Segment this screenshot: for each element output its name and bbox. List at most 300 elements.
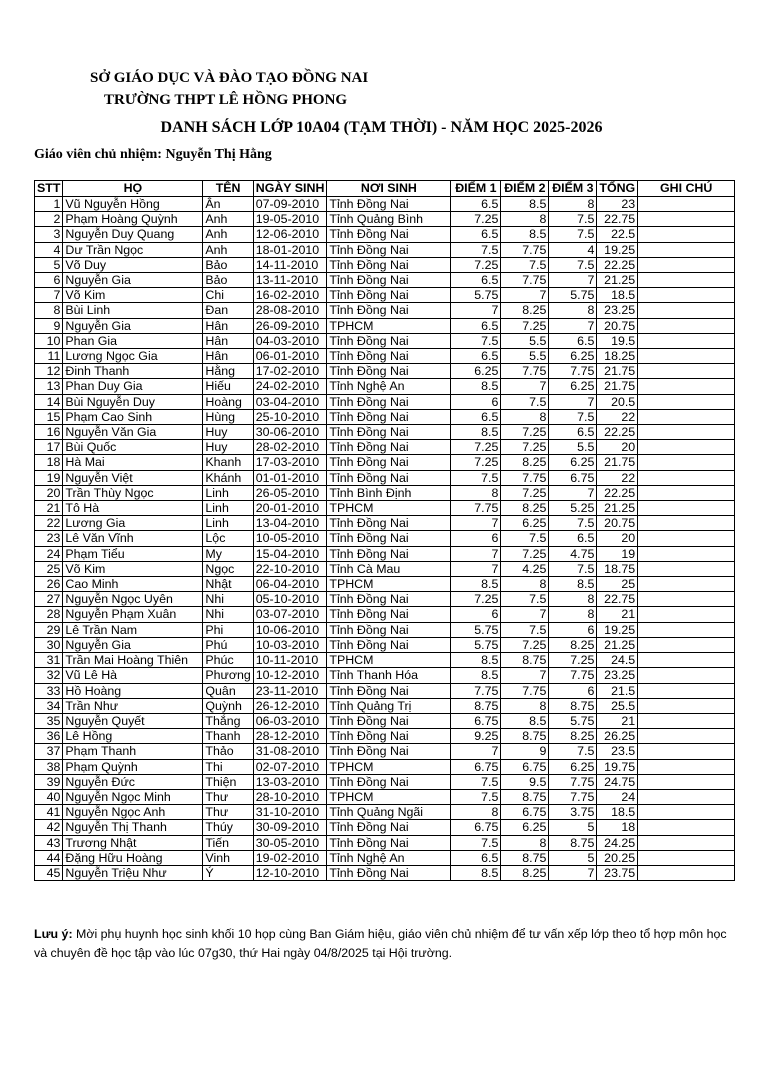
cell-name: Bảo xyxy=(203,257,253,272)
cell-score2: 7.5 xyxy=(501,394,549,409)
cell-score3: 7.5 xyxy=(549,409,597,424)
cell-score2: 9 xyxy=(501,744,549,759)
cell-name: Nhi xyxy=(203,607,253,622)
cell-total: 21.5 xyxy=(597,683,638,698)
table-row xyxy=(35,805,735,820)
cell-birthdate: 07-09-2010 xyxy=(253,197,327,212)
cell-notes xyxy=(638,713,735,728)
cell-stt: 14 xyxy=(35,394,63,409)
cell-score1: 7.25 xyxy=(451,212,501,227)
cell-total: 20.75 xyxy=(597,516,638,531)
table-row xyxy=(35,592,735,607)
cell-score1: 6 xyxy=(451,394,501,409)
cell-notes xyxy=(638,668,735,683)
cell-score3: 8 xyxy=(549,303,597,318)
homeroom-teacher: Giáo viên chủ nhiệm: Nguyễn Thị Hằng xyxy=(34,147,272,162)
cell-notes xyxy=(638,364,735,379)
cell-total: 18.5 xyxy=(597,288,638,303)
cell-notes xyxy=(638,333,735,348)
cell-birthdate: 06-03-2010 xyxy=(253,713,327,728)
cell-stt: 11 xyxy=(35,349,63,364)
cell-name: Hằng xyxy=(203,364,253,379)
cell-birthplace: Tỉnh Đồng Nai xyxy=(327,364,451,379)
cell-notes xyxy=(638,577,735,592)
cell-name: Lộc xyxy=(203,531,253,546)
cell-stt: 29 xyxy=(35,622,63,637)
table-row xyxy=(35,425,735,440)
cell-total: 19 xyxy=(597,546,638,561)
cell-score3: 6.25 xyxy=(549,455,597,470)
cell-birthdate: 13-04-2010 xyxy=(253,516,327,531)
cell-score2: 8.25 xyxy=(501,865,549,880)
cell-birthplace: Tỉnh Đồng Nai xyxy=(327,394,451,409)
cell-total: 23 xyxy=(597,197,638,212)
cell-stt: 2 xyxy=(35,212,63,227)
cell-score1: 6.5 xyxy=(451,318,501,333)
cell-score2: 7.5 xyxy=(501,257,549,272)
cell-score2: 8.5 xyxy=(501,227,549,242)
cell-stt: 38 xyxy=(35,759,63,774)
cell-total: 22.25 xyxy=(597,485,638,500)
cell-surname: Bùi Nguyễn Duy xyxy=(63,394,203,409)
cell-score3: 5.75 xyxy=(549,288,597,303)
table-row xyxy=(35,273,735,288)
cell-surname: Lương Ngọc Gia xyxy=(63,349,203,364)
cell-total: 19.75 xyxy=(597,759,638,774)
cell-notes xyxy=(638,288,735,303)
cell-surname: Phạm Hoàng Quỳnh xyxy=(63,212,203,227)
cell-birthplace: Tỉnh Đồng Nai xyxy=(327,683,451,698)
cell-surname: Đinh Thanh xyxy=(63,364,203,379)
cell-birthdate: 25-10-2010 xyxy=(253,409,327,424)
cell-birthplace: Tỉnh Đồng Nai xyxy=(327,455,451,470)
table-row xyxy=(35,607,735,622)
cell-birthplace: TPHCM xyxy=(327,577,451,592)
cell-score3: 5.25 xyxy=(549,501,597,516)
cell-notes xyxy=(638,501,735,516)
table-row xyxy=(35,303,735,318)
cell-surname: Dư Trần Ngọc xyxy=(63,242,203,257)
cell-name: Nhi xyxy=(203,592,253,607)
cell-stt: 7 xyxy=(35,288,63,303)
cell-notes xyxy=(638,409,735,424)
cell-score2: 7 xyxy=(501,288,549,303)
cell-birthdate: 06-01-2010 xyxy=(253,349,327,364)
cell-total: 19.5 xyxy=(597,333,638,348)
cell-stt: 40 xyxy=(35,789,63,804)
cell-name: Thư xyxy=(203,805,253,820)
cell-surname: Phan Duy Gia xyxy=(63,379,203,394)
cell-stt: 31 xyxy=(35,653,63,668)
cell-score1: 7.5 xyxy=(451,774,501,789)
cell-score1: 7 xyxy=(451,516,501,531)
cell-birthdate: 10-03-2010 xyxy=(253,637,327,652)
cell-score2: 6.75 xyxy=(501,805,549,820)
cell-birthplace: Tỉnh Đồng Nai xyxy=(327,333,451,348)
cell-score1: 6 xyxy=(451,607,501,622)
cell-notes xyxy=(638,607,735,622)
table-row xyxy=(35,364,735,379)
cell-stt: 20 xyxy=(35,485,63,500)
cell-notes xyxy=(638,318,735,333)
table-row xyxy=(35,288,735,303)
cell-score1: 6 xyxy=(451,531,501,546)
cell-score2: 7.75 xyxy=(501,470,549,485)
cell-surname: Nguyễn Ngọc Minh xyxy=(63,789,203,804)
cell-name: Huy xyxy=(203,440,253,455)
cell-score1: 7.5 xyxy=(451,789,501,804)
cell-total: 21.25 xyxy=(597,501,638,516)
cell-birthdate: 12-10-2010 xyxy=(253,865,327,880)
cell-score3: 7.75 xyxy=(549,774,597,789)
footnote xyxy=(34,925,734,963)
cell-notes xyxy=(638,683,735,698)
table-row xyxy=(35,455,735,470)
cell-stt: 13 xyxy=(35,379,63,394)
cell-score1: 8.5 xyxy=(451,379,501,394)
cell-score1: 7.25 xyxy=(451,455,501,470)
cell-notes xyxy=(638,637,735,652)
cell-score3: 5.5 xyxy=(549,440,597,455)
cell-score2: 7.75 xyxy=(501,242,549,257)
table-row xyxy=(35,197,735,212)
cell-surname: Nguyễn Triệu Như xyxy=(63,865,203,880)
cell-name: Linh xyxy=(203,485,253,500)
cell-notes xyxy=(638,455,735,470)
cell-name: Phú xyxy=(203,637,253,652)
table-row xyxy=(35,698,735,713)
table-row xyxy=(35,744,735,759)
cell-stt: 42 xyxy=(35,820,63,835)
cell-surname: Nguyễn Phạm Xuân xyxy=(63,607,203,622)
cell-score1: 8.5 xyxy=(451,668,501,683)
cell-birthplace: Tỉnh Nghệ An xyxy=(327,379,451,394)
cell-score2: 7.75 xyxy=(501,364,549,379)
cell-surname: Võ Kim xyxy=(63,288,203,303)
table-row xyxy=(35,516,735,531)
school-name: TRƯỜNG THPT LÊ HỒNG PHONG xyxy=(104,92,348,108)
cell-name: Đan xyxy=(203,303,253,318)
cell-birthplace: Tỉnh Cà Mau xyxy=(327,561,451,576)
cell-score1: 6.5 xyxy=(451,227,501,242)
cell-score1: 7.75 xyxy=(451,501,501,516)
table-row xyxy=(35,349,735,364)
cell-notes xyxy=(638,546,735,561)
cell-birthdate: 10-05-2010 xyxy=(253,531,327,546)
table-row xyxy=(35,668,735,683)
cell-score2: 7.25 xyxy=(501,485,549,500)
cell-name: Hùng xyxy=(203,409,253,424)
cell-score3: 7.75 xyxy=(549,668,597,683)
cell-total: 22.25 xyxy=(597,425,638,440)
cell-score3: 7 xyxy=(549,273,597,288)
table-row xyxy=(35,485,735,500)
cell-birthdate: 03-04-2010 xyxy=(253,394,327,409)
cell-total: 24.5 xyxy=(597,653,638,668)
cell-notes xyxy=(638,592,735,607)
cell-name: Quỳnh xyxy=(203,698,253,713)
cell-birthdate: 14-11-2010 xyxy=(253,257,327,272)
cell-score1: 7.25 xyxy=(451,257,501,272)
cell-birthdate: 13-03-2010 xyxy=(253,774,327,789)
cell-score2: 8.25 xyxy=(501,303,549,318)
cell-score3: 7.75 xyxy=(549,364,597,379)
cell-score1: 6.5 xyxy=(451,349,501,364)
cell-stt: 9 xyxy=(35,318,63,333)
cell-birthdate: 19-02-2010 xyxy=(253,850,327,865)
cell-score1: 6.5 xyxy=(451,409,501,424)
table-row xyxy=(35,653,735,668)
cell-birthplace: Tỉnh Đồng Nai xyxy=(327,470,451,485)
cell-stt: 22 xyxy=(35,516,63,531)
cell-birthplace: Tỉnh Đồng Nai xyxy=(327,622,451,637)
cell-stt: 3 xyxy=(35,227,63,242)
cell-stt: 24 xyxy=(35,546,63,561)
cell-birthplace: Tỉnh Đồng Nai xyxy=(327,729,451,744)
cell-name: Hoàng xyxy=(203,394,253,409)
cell-total: 21.25 xyxy=(597,273,638,288)
cell-birthdate: 26-05-2010 xyxy=(253,485,327,500)
cell-stt: 36 xyxy=(35,729,63,744)
cell-birthplace: Tỉnh Đồng Nai xyxy=(327,820,451,835)
cell-total: 21.75 xyxy=(597,364,638,379)
cell-birthplace: Tỉnh Đồng Nai xyxy=(327,865,451,880)
cell-score3: 6 xyxy=(549,622,597,637)
cell-birthdate: 15-04-2010 xyxy=(253,546,327,561)
cell-stt: 32 xyxy=(35,668,63,683)
cell-name: Ân xyxy=(203,197,253,212)
cell-surname: Nguyễn Thị Thanh xyxy=(63,820,203,835)
cell-stt: 19 xyxy=(35,470,63,485)
cell-surname: Võ Duy xyxy=(63,257,203,272)
col-header-birthdate: NGÀY SINH xyxy=(253,181,327,197)
cell-score1: 7.5 xyxy=(451,333,501,348)
cell-birthplace: Tỉnh Đồng Nai xyxy=(327,637,451,652)
cell-score2: 8.25 xyxy=(501,455,549,470)
cell-surname: Nguyễn Ngọc Anh xyxy=(63,805,203,820)
cell-score1: 6.5 xyxy=(451,273,501,288)
cell-name: Khanh xyxy=(203,455,253,470)
cell-notes xyxy=(638,805,735,820)
cell-surname: Bùi Linh xyxy=(63,303,203,318)
cell-stt: 1 xyxy=(35,197,63,212)
cell-birthdate: 23-11-2010 xyxy=(253,683,327,698)
cell-score3: 6 xyxy=(549,683,597,698)
cell-birthplace: Tỉnh Đồng Nai xyxy=(327,242,451,257)
cell-stt: 10 xyxy=(35,333,63,348)
cell-score3: 7.5 xyxy=(549,561,597,576)
cell-score3: 7.25 xyxy=(549,653,597,668)
cell-birthplace: Tỉnh Đồng Nai xyxy=(327,531,451,546)
cell-birthdate: 30-05-2010 xyxy=(253,835,327,850)
cell-name: Bảo xyxy=(203,273,253,288)
cell-birthdate: 05-10-2010 xyxy=(253,592,327,607)
cell-surname: Lê Hồng xyxy=(63,729,203,744)
table-row xyxy=(35,637,735,652)
cell-name: Nhật xyxy=(203,577,253,592)
cell-total: 21.75 xyxy=(597,455,638,470)
cell-score1: 6.75 xyxy=(451,820,501,835)
cell-stt: 44 xyxy=(35,850,63,865)
cell-birthdate: 06-04-2010 xyxy=(253,577,327,592)
cell-score1: 6.5 xyxy=(451,197,501,212)
cell-score2: 7.25 xyxy=(501,425,549,440)
cell-surname: Tô Hà xyxy=(63,501,203,516)
table-row xyxy=(35,242,735,257)
cell-notes xyxy=(638,622,735,637)
cell-name: Thiện xyxy=(203,774,253,789)
cell-total: 20.5 xyxy=(597,394,638,409)
cell-total: 21.75 xyxy=(597,379,638,394)
cell-name: Ngọc xyxy=(203,561,253,576)
cell-surname: Trương Nhật xyxy=(63,835,203,850)
cell-birthdate: 22-10-2010 xyxy=(253,561,327,576)
cell-birthplace: Tỉnh Đồng Nai xyxy=(327,440,451,455)
cell-score3: 3.75 xyxy=(549,805,597,820)
cell-birthdate: 30-09-2010 xyxy=(253,820,327,835)
cell-total: 23.5 xyxy=(597,744,638,759)
cell-notes xyxy=(638,242,735,257)
cell-surname: Phạm Quỳnh xyxy=(63,759,203,774)
cell-birthdate: 17-03-2010 xyxy=(253,455,327,470)
cell-score3: 7 xyxy=(549,865,597,880)
cell-score2: 7.25 xyxy=(501,637,549,652)
cell-total: 22 xyxy=(597,409,638,424)
cell-score3: 5 xyxy=(549,820,597,835)
cell-birthplace: Tỉnh Đồng Nai xyxy=(327,546,451,561)
cell-total: 19.25 xyxy=(597,242,638,257)
cell-surname: Nguyễn Ngọc Uyên xyxy=(63,592,203,607)
cell-score3: 5 xyxy=(549,850,597,865)
cell-surname: Lương Gia xyxy=(63,516,203,531)
cell-total: 23.75 xyxy=(597,865,638,880)
table-row xyxy=(35,622,735,637)
cell-score2: 8.75 xyxy=(501,850,549,865)
cell-stt: 17 xyxy=(35,440,63,455)
cell-birthdate: 31-08-2010 xyxy=(253,744,327,759)
table-row xyxy=(35,227,735,242)
cell-score3: 7.5 xyxy=(549,257,597,272)
cell-score3: 6.75 xyxy=(549,470,597,485)
cell-name: Linh xyxy=(203,516,253,531)
cell-score2: 4.25 xyxy=(501,561,549,576)
cell-name: Huy xyxy=(203,425,253,440)
cell-birthplace: Tỉnh Đồng Nai xyxy=(327,425,451,440)
table-row xyxy=(35,713,735,728)
cell-score1: 5.75 xyxy=(451,637,501,652)
cell-score2: 8 xyxy=(501,577,549,592)
cell-total: 20 xyxy=(597,531,638,546)
cell-score2: 7.5 xyxy=(501,592,549,607)
cell-name: Chi xyxy=(203,288,253,303)
cell-notes xyxy=(638,820,735,835)
cell-score1: 6.5 xyxy=(451,850,501,865)
cell-name: Hân xyxy=(203,333,253,348)
cell-name: My xyxy=(203,546,253,561)
cell-score2: 6.75 xyxy=(501,759,549,774)
cell-stt: 12 xyxy=(35,364,63,379)
cell-score3: 7.5 xyxy=(549,744,597,759)
cell-score2: 5.5 xyxy=(501,333,549,348)
cell-score2: 8.25 xyxy=(501,501,549,516)
cell-score3: 8.75 xyxy=(549,835,597,850)
cell-score2: 7 xyxy=(501,668,549,683)
cell-score2: 7.75 xyxy=(501,683,549,698)
cell-score2: 8.75 xyxy=(501,729,549,744)
cell-surname: Trần Thùy Ngọc xyxy=(63,485,203,500)
col-header-score1: ĐIỂM 1 xyxy=(451,181,501,197)
cell-score3: 8 xyxy=(549,607,597,622)
cell-stt: 16 xyxy=(35,425,63,440)
cell-notes xyxy=(638,394,735,409)
cell-score1: 7 xyxy=(451,303,501,318)
cell-score2: 7.5 xyxy=(501,622,549,637)
table-row xyxy=(35,440,735,455)
cell-birthplace: TPHCM xyxy=(327,789,451,804)
cell-surname: Bùi Quốc xyxy=(63,440,203,455)
cell-birthplace: Tỉnh Đồng Nai xyxy=(327,273,451,288)
cell-notes xyxy=(638,349,735,364)
table-row xyxy=(35,546,735,561)
cell-score1: 7 xyxy=(451,744,501,759)
cell-surname: Vũ Lê Hà xyxy=(63,668,203,683)
col-header-surname: HỌ xyxy=(63,181,203,197)
cell-score1: 7 xyxy=(451,546,501,561)
cell-notes xyxy=(638,698,735,713)
cell-birthplace: Tỉnh Đồng Nai xyxy=(327,227,451,242)
cell-score1: 8.5 xyxy=(451,653,501,668)
cell-score3: 8 xyxy=(549,592,597,607)
cell-total: 25 xyxy=(597,577,638,592)
cell-stt: 23 xyxy=(35,531,63,546)
cell-birthdate: 04-03-2010 xyxy=(253,333,327,348)
cell-birthplace: Tỉnh Đồng Nai xyxy=(327,516,451,531)
cell-total: 22.75 xyxy=(597,592,638,607)
cell-notes xyxy=(638,273,735,288)
cell-score2: 7.75 xyxy=(501,273,549,288)
table-row xyxy=(35,759,735,774)
cell-birthdate: 20-01-2010 xyxy=(253,501,327,516)
cell-name: Thảo xyxy=(203,744,253,759)
cell-birthdate: 16-02-2010 xyxy=(253,288,327,303)
cell-name: Anh xyxy=(203,227,253,242)
cell-total: 21.25 xyxy=(597,637,638,652)
cell-score2: 8.5 xyxy=(501,713,549,728)
cell-name: Vinh xyxy=(203,850,253,865)
cell-score1: 8.5 xyxy=(451,865,501,880)
cell-name: Linh xyxy=(203,501,253,516)
table-row xyxy=(35,865,735,880)
cell-notes xyxy=(638,561,735,576)
cell-birthplace: TPHCM xyxy=(327,759,451,774)
cell-birthdate: 13-11-2010 xyxy=(253,273,327,288)
cell-surname: Nguyễn Văn Gia xyxy=(63,425,203,440)
cell-stt: 28 xyxy=(35,607,63,622)
col-header-birthplace: NƠI SINH xyxy=(327,181,451,197)
note-text: Mời phụ huynh học sinh khối 10 họp cùng Ban Giám hiệu, giáo viên chủ nhiệm để tư vấn xếp lớp theo tổ hợp môn học và chuyên đề học tập vào lúc 07g30, thứ Hai ngày 04/8/2025 tại Hội trường. xyxy=(34,927,727,960)
cell-birthdate: 31-10-2010 xyxy=(253,805,327,820)
cell-name: Thắng xyxy=(203,713,253,728)
cell-surname: Nguyễn Việt xyxy=(63,470,203,485)
cell-birthdate: 02-07-2010 xyxy=(253,759,327,774)
table-row xyxy=(35,683,735,698)
cell-notes xyxy=(638,744,735,759)
cell-birthdate: 26-12-2010 xyxy=(253,698,327,713)
cell-score2: 7 xyxy=(501,607,549,622)
cell-total: 19.25 xyxy=(597,622,638,637)
cell-birthplace: Tỉnh Đồng Nai xyxy=(327,607,451,622)
cell-birthplace: TPHCM xyxy=(327,653,451,668)
